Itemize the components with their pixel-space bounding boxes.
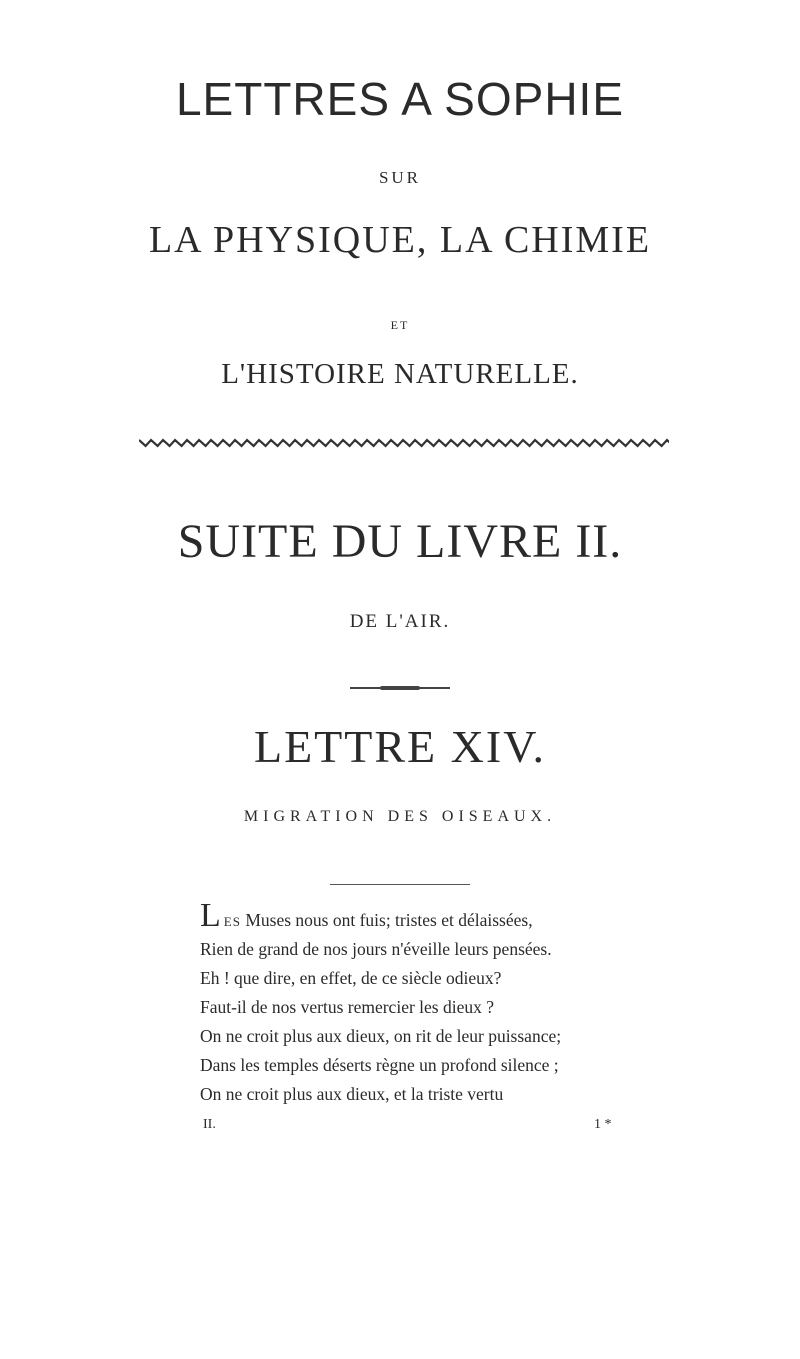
decorative-ornament-rule [139,436,669,450]
letter-title: LETTRE XIV. [253,721,546,772]
verse-line: On ne croit plus aux dieux, et la triste vertu [200,1084,504,1104]
signature-mark-left: II. [203,1117,216,1132]
verse-line-text: Muses nous ont fuis; tristes et délaissées, [240,910,533,930]
subject-line-physics-chemistry: LA PHYSIQUE, LA CHIMIE [148,219,652,261]
book-title: LETTRES A SOPHIE [175,73,625,125]
verse-body [200,897,630,1109]
verse-line: Rien de grand de nos jours n'éveille leurs pensées. [200,939,552,959]
small-caps-text: ES [223,914,241,929]
section-heading: SUITE DU LIVRE II. [177,515,623,568]
title-connector-et: ET [390,318,410,332]
signature-mark-right: 1 * [594,1117,612,1132]
verse-line: Eh ! que dire, en effet, de ce siècle odieux? [200,968,502,988]
subject-line-natural-history: L'HISTOIRE NATURELLE. [221,358,579,390]
verse-line: On ne croit plus aux dieux, on rit de leur puissance; [200,1026,562,1046]
swelled-rule-divider [350,687,450,689]
verse-line: Faut-il de nos vertus remercier les dieux ? [200,997,494,1017]
section-subheading: DE L'AIR. [349,611,451,632]
letter-subtitle: MIGRATION DES OISEAUX. [243,808,557,825]
verse-line [200,897,630,935]
drop-initial: L [200,897,221,934]
plain-rule-divider [330,884,470,885]
verse-line: Dans les temples déserts règne un profond silence ; [200,1055,559,1075]
title-connector-sur: SUR [378,168,422,187]
